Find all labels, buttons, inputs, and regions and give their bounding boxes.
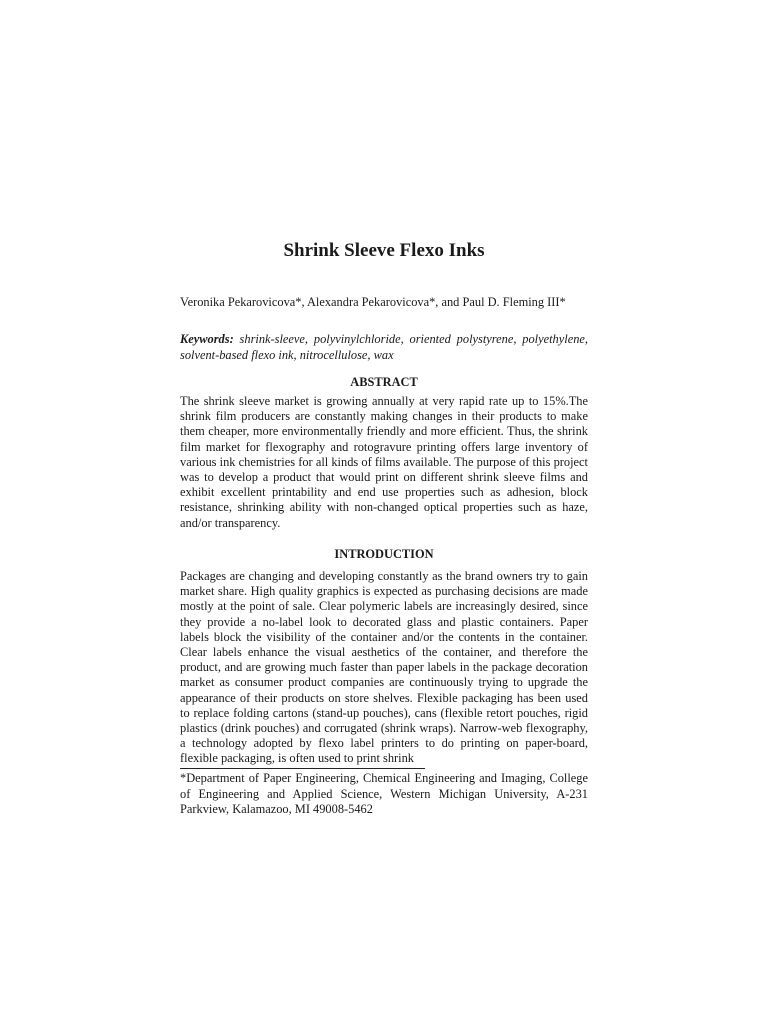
keywords-label: Keywords: — [180, 332, 234, 346]
affiliation-footnote: *Department of Paper Engineering, Chemical Engineering and Imaging, College of Engineering and Applied Science, Western Michigan University, A-231 Parkview, Kalamazoo, MI 49008-5462 — [180, 771, 588, 817]
keywords-text: shrink-sleeve, polyvinylchloride, oriented polystyrene, polyethylene, solvent-based flexo ink, nitrocellulose, wax — [180, 332, 588, 362]
paper-title: Shrink Sleeve Flexo Inks — [283, 240, 485, 261]
abstract-heading: ABSTRACT — [350, 375, 418, 389]
introduction-paragraph: Packages are changing and developing constantly as the brand owners try to gain market share. High quality graphics is expected as purchasing decisions are made mostly at the point of sale. Clear polymeric labels are increasingly desired, since they provide a no-label look to decorated glass and plastic containers. Paper labels block the visibility of the container and/or the contents in the container. Clear labels enhance the visual aesthetics of the container, and therefore the product, and are growing much faster than paper labels in the package decoration market as consumer product companies are continuously trying to upgrade the appearance of their products on store shelves. Flexible packaging has been used to replace folding cartons (stand-up pouches), cans (flexible retort pouches, rigid plastics (drink pouches) and corrugated (shrink wraps). Narrow-web flexography, a technology adopted by flexo label printers to do printing on paper-board, flexible packaging, is often used to print shrink — [180, 569, 588, 766]
keywords-line — [180, 331, 588, 363]
author-list: Veronika Pekarovicova*, Alexandra Pekarovicova*, and Paul D. Fleming III* — [180, 295, 566, 309]
introduction-heading: INTRODUCTION — [334, 547, 434, 561]
abstract-paragraph: The shrink sleeve market is growing annually at very rapid rate up to 15%.The shrink film producers are constantly making changes in their products to make them cheaper, more environmentally friendly and more efficient. Thus, the shrink film market for flexography and rotogravure printing offers large inventory of various ink chemistries for all kinds of films available. The purpose of this project was to develop a product that would print on different shrink sleeve films and exhibit excellent printability and end use properties such as adhesion, block resistance, shrinking ability with non-changed optical properties such as haze, and/or transparency. — [180, 394, 588, 530]
footnote-divider — [180, 768, 425, 769]
